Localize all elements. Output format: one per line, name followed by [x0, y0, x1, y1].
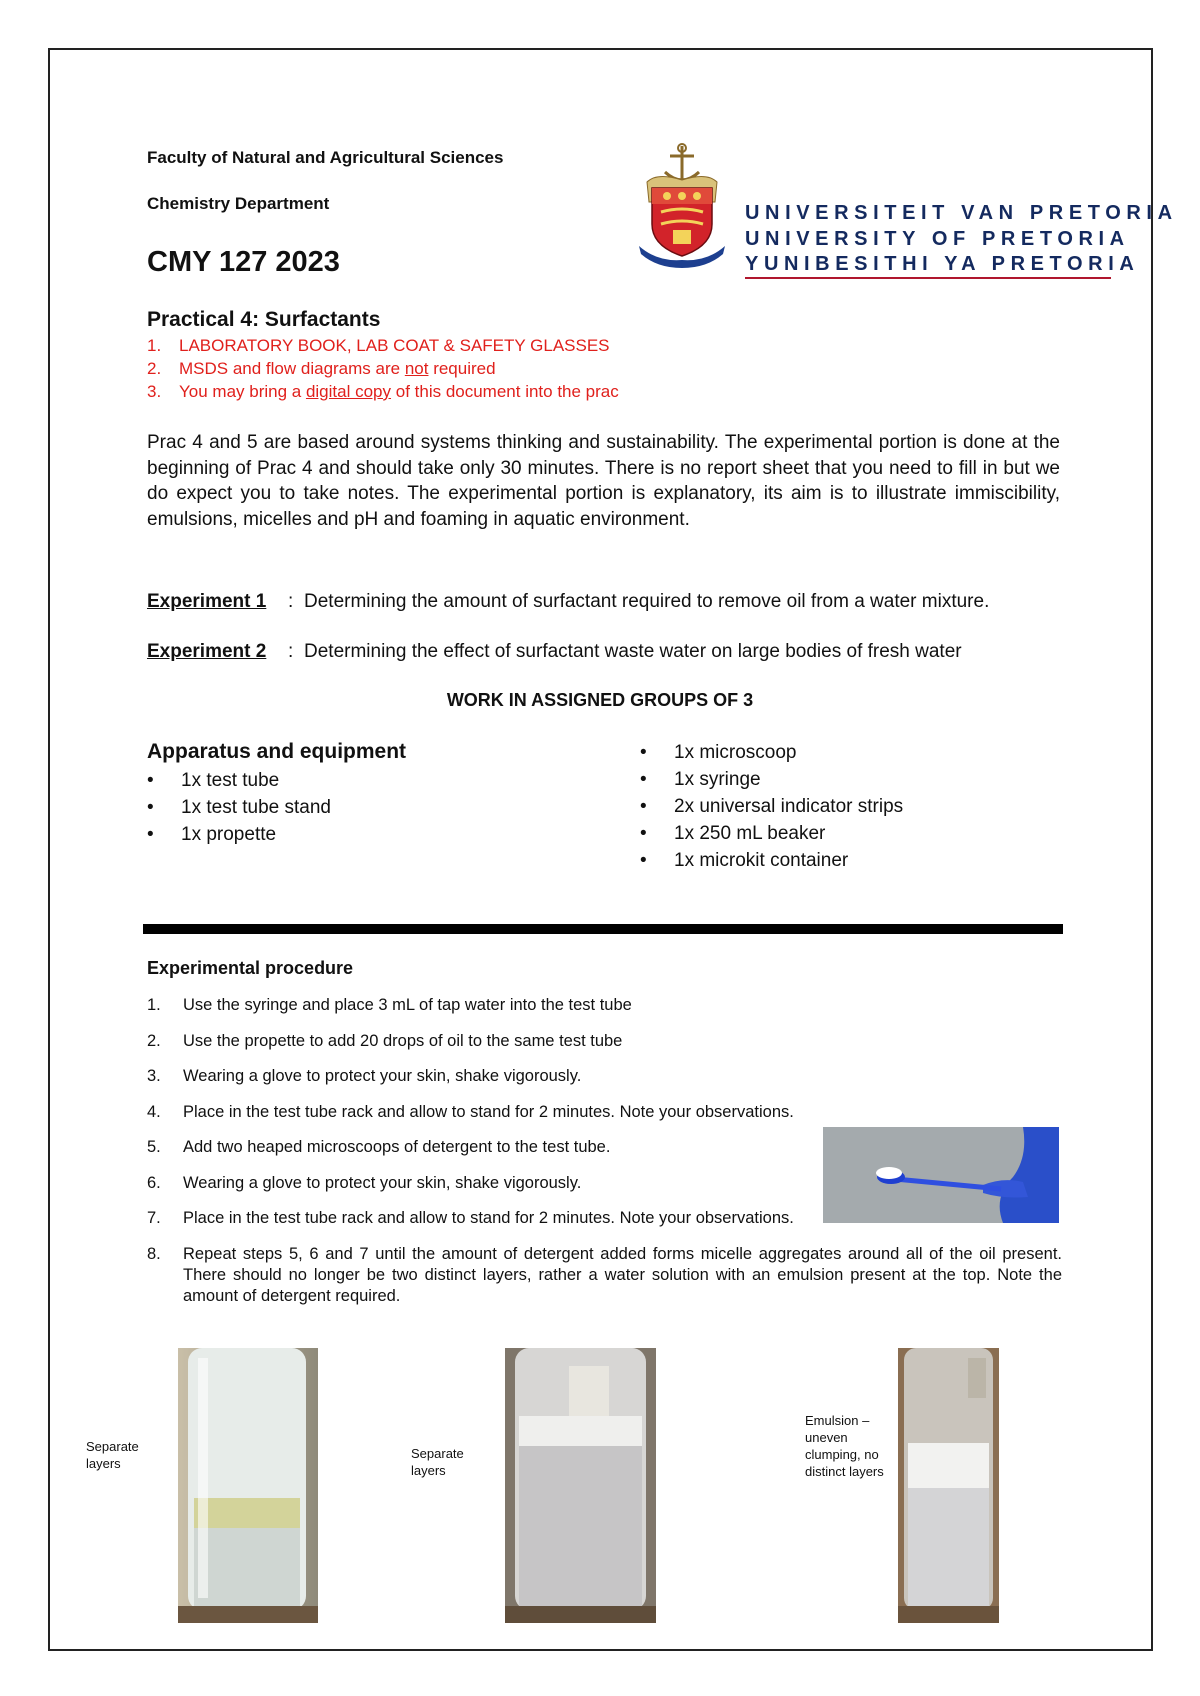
experiment-1: Experiment 1 : Determining the amount of surfactant required to remove oil from a water mixture.	[147, 589, 1060, 614]
procedure-step: 4. Place in the test tube rack and allow to stand for 2 minutes. Note your observations.	[147, 1102, 794, 1121]
apparatus-item: • 1x syringe	[640, 766, 903, 793]
practical-title: Practical 4: Surfactants	[147, 308, 381, 331]
procedure-step: 7. Place in the test tube rack and allow to stand for 2 minutes. Note your observations.	[147, 1209, 794, 1227]
logo-line-english: UNIVERSITY OF PRETORIA	[745, 228, 1130, 250]
apparatus-item: • 2x universal indicator strips	[640, 793, 903, 820]
apparatus-item: • 1x microscoop	[640, 739, 903, 766]
apparatus-item: • 1x microkit container	[640, 847, 903, 874]
apparatus-item: • 1x test tube stand	[147, 794, 331, 821]
procedure-title: Experimental procedure	[147, 958, 354, 978]
groups-heading: WORK IN ASSIGNED GROUPS OF 3	[446, 690, 754, 710]
experiment-description: Determining the effect of surfactant waste water on large bodies of fresh water	[304, 641, 962, 662]
test-tube-photo-3	[898, 1348, 999, 1623]
experiment-2: Experiment 2 : Determining the effect of surfactant waste water on large bodies of fresh water	[147, 639, 1060, 664]
procedure-step: 8. Repeat steps 5, 6 and 7 until the amount of detergent added forms micelle aggregates around all of the oil present. There should no longer be two distinct layers, rather a water solution with an emulsion present at the top. Note the amount of detergent required.	[147, 1244, 1062, 1305]
logo-line-sepedi: YUNIBESITHI YA PRETORIA	[745, 253, 1140, 275]
procedure-step: 3. Wearing a glove to protect your skin, shake vigorously.	[147, 1067, 582, 1085]
apparatus-item: • 1x test tube	[147, 767, 331, 794]
photo-caption-1: Separate layers	[86, 1439, 139, 1471]
test-tube-photo-1	[178, 1348, 318, 1623]
test-tube-photo-2	[505, 1348, 656, 1623]
photo-caption-3: Emulsion – uneven clumping, no distinct layers	[805, 1413, 884, 1479]
requirement-item: 2. MSDS and flow diagrams are not required	[147, 359, 496, 378]
procedure-step: 5. Add two heaped microscoops of detergent to the test tube.	[147, 1138, 611, 1156]
apparatus-item: • 1x propette	[147, 821, 331, 848]
apparatus-list-right	[640, 739, 903, 874]
requirement-item: 3. You may bring a digital copy of this document into the prac	[147, 382, 619, 401]
procedure-step: 1. Use the syringe and place 3 mL of tap water into the test tube	[147, 996, 632, 1014]
requirements-list	[147, 334, 879, 403]
university-crest-icon	[637, 142, 727, 272]
experiment-label: Experiment 1	[147, 591, 267, 612]
section-divider	[143, 924, 1063, 934]
department-name: Chemistry Department	[147, 194, 330, 213]
logo-rule	[745, 277, 1111, 279]
procedure-step: 6. Wearing a glove to protect your skin, shake vigorously.	[147, 1173, 582, 1192]
apparatus-list-left	[147, 767, 331, 848]
microscoop-photo	[823, 1127, 1059, 1223]
requirement-item: 1. LABORATORY BOOK, LAB COAT & SAFETY GLASSES	[147, 336, 610, 355]
apparatus-title: Apparatus and equipment	[147, 740, 407, 763]
intro-paragraph: Prac 4 and 5 are based around systems thinking and sustainability. The experimental portion is done at the beginning of Prac 4 and should take only 30 minutes. There is no report sheet that you need to fill in but we do expect you to take notes. The experimental portion is explanatory, its aim is to illustrate immiscibility, emulsions, micelles and pH and foaming in aquatic environment.	[147, 432, 1060, 530]
course-title: CMY 127 2023	[147, 246, 340, 278]
logo-line-afrikaans: UNIVERSITEIT VAN PRETORIA	[745, 202, 1178, 224]
experiment-label: Experiment 2	[147, 641, 267, 662]
photo-caption-2: Separate layers	[411, 1446, 464, 1478]
experiment-description: Determining the amount of surfactant required to remove oil from a water mixture.	[304, 591, 990, 612]
faculty-name: Faculty of Natural and Agricultural Sciences	[147, 148, 504, 167]
apparatus-item: • 1x 250 mL beaker	[640, 820, 903, 847]
procedure-step: 2. Use the propette to add 20 drops of oil to the same test tube	[147, 1031, 623, 1050]
